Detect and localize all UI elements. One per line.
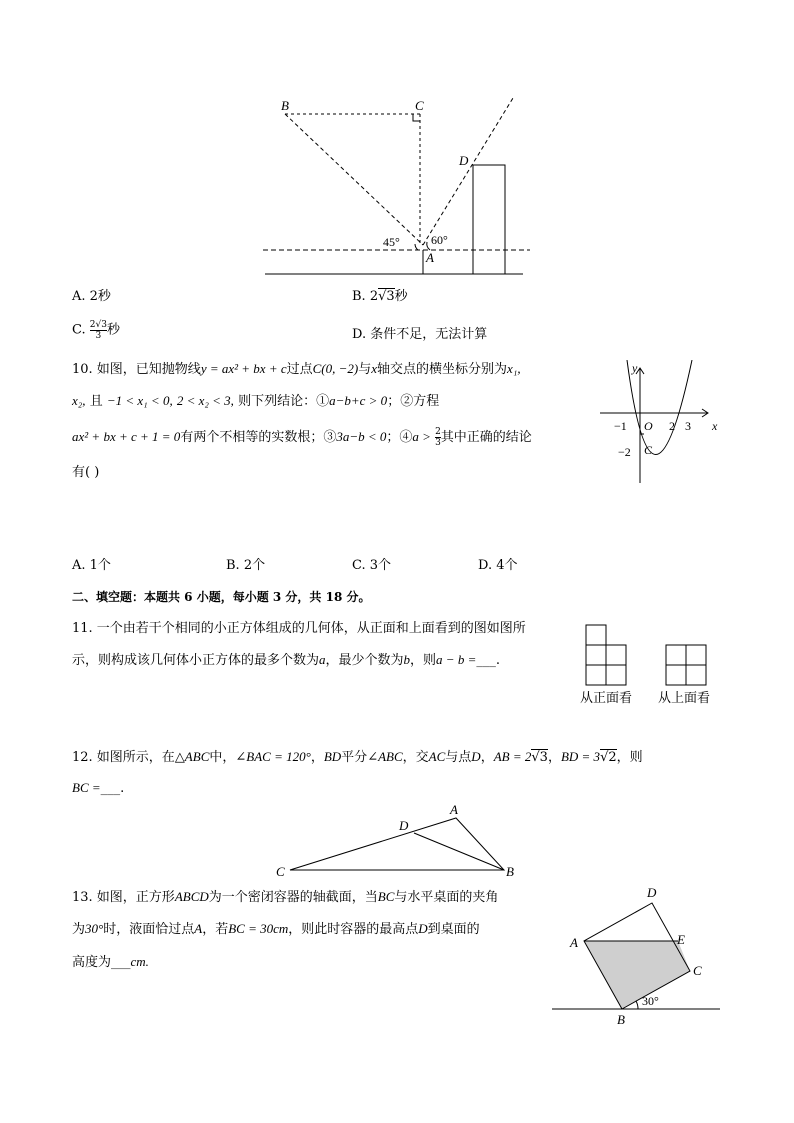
- q13-label-e: E: [677, 932, 685, 947]
- q9-angle-60: 60°: [431, 233, 448, 247]
- q12-line2: BC =___.: [72, 780, 125, 796]
- q10-line2: x₂, 且 −1 < x₁ < 0, 2 < x₂ < 3, 则下列结论：①a−b+c > 0；②方程: [72, 393, 440, 409]
- q9-label-c: C: [415, 98, 424, 113]
- q12-label-b: B: [506, 864, 514, 879]
- q12-triangle-figure: [270, 800, 530, 882]
- q13-line3: 高度为___cm.: [72, 954, 149, 970]
- q13-angle-30: 30°: [642, 994, 659, 1008]
- q9-label-a: A: [426, 250, 434, 265]
- q13-square-container-figure: [550, 885, 725, 1030]
- q9-angle-45: 45°: [383, 235, 400, 249]
- q11-top-view: [665, 644, 711, 686]
- q10-option-b: B. 2个: [226, 558, 266, 573]
- q13-line1: 13. 如图，正方形ABCD为一个密闭容器的轴截面，当BC与水平桌面的夹角: [72, 889, 499, 905]
- q11-front-caption: 从正面看: [580, 691, 633, 706]
- q10-option-a: A. 1个: [72, 558, 111, 573]
- q13-label-a: A: [570, 935, 578, 950]
- q9-figure: [255, 90, 545, 285]
- q9-option-d: D. 条件不足，无法计算: [352, 327, 488, 342]
- q12-label-a: A: [450, 802, 458, 817]
- q11-front-view: [585, 624, 631, 686]
- q13-line2: 为30°时，液面恰过点A，若BC = 30cm，则此时容器的最高点D到桌面的: [72, 921, 480, 937]
- q9-option-b: B. 2√3秒: [352, 289, 408, 304]
- q11-line2: 示，则构成该几何体小正方体的最多个数为a，最少个数为b，则a − b =___.: [72, 652, 500, 668]
- q10-tick-neg2: −2: [618, 445, 631, 459]
- q10-tick-3: 3: [685, 419, 691, 433]
- q10-axis-x: x: [712, 419, 718, 433]
- q13-label-d: D: [647, 885, 657, 900]
- q11-top-caption: 从上面看: [658, 691, 711, 706]
- q10-line4: 有( ): [72, 465, 100, 480]
- q10-tick-2: 2: [669, 419, 675, 433]
- q12-label-d: D: [399, 818, 409, 833]
- q9-label-d: D: [459, 153, 469, 168]
- q9-option-c: C. $\frac{2√3}{3}$ 秒: [72, 320, 120, 341]
- q10-line1: 10. 如图，已知抛物线y = ax² + bx + c过点C(0, −2)与x轴交点的横坐标分别为x₁,: [72, 361, 521, 377]
- section-heading: 二、填空题：本题共 6 小题，每小题 3 分，共 18 分。: [72, 590, 371, 604]
- q10-option-d: D. 4个: [478, 558, 518, 573]
- q10-axis-y: y: [632, 361, 638, 375]
- q10-line3: ax² + bx + c + 1 = 0有两个不相等的实数根；③3a−b < 0；④a > $\frac{2}{3}$ 其中正确的结论: [72, 427, 532, 448]
- q12-line1: 12. 如图所示，在△ABC中，∠BAC = 120°，BD平分∠ABC，交AC与点D，AB = 2√3，BD = 3√2，则: [72, 749, 643, 765]
- q11-line1: 11. 一个由若干个相同的小正方体组成的几何体，从正面和上面看到的图如图所: [72, 621, 526, 636]
- q10-option-c: C. 3个: [352, 558, 392, 573]
- q10-tick-neg1: −1: [614, 419, 627, 433]
- q10-origin: O: [644, 419, 653, 433]
- q12-label-c: C: [276, 864, 285, 879]
- q9-option-a: A. 2秒: [72, 289, 111, 304]
- q13-label-c: C: [693, 963, 702, 978]
- q10-label-c: C: [644, 443, 653, 457]
- q13-label-b: B: [617, 1012, 625, 1027]
- q9-label-b: B: [281, 98, 289, 113]
- q10-parabola-figure: [596, 360, 726, 485]
